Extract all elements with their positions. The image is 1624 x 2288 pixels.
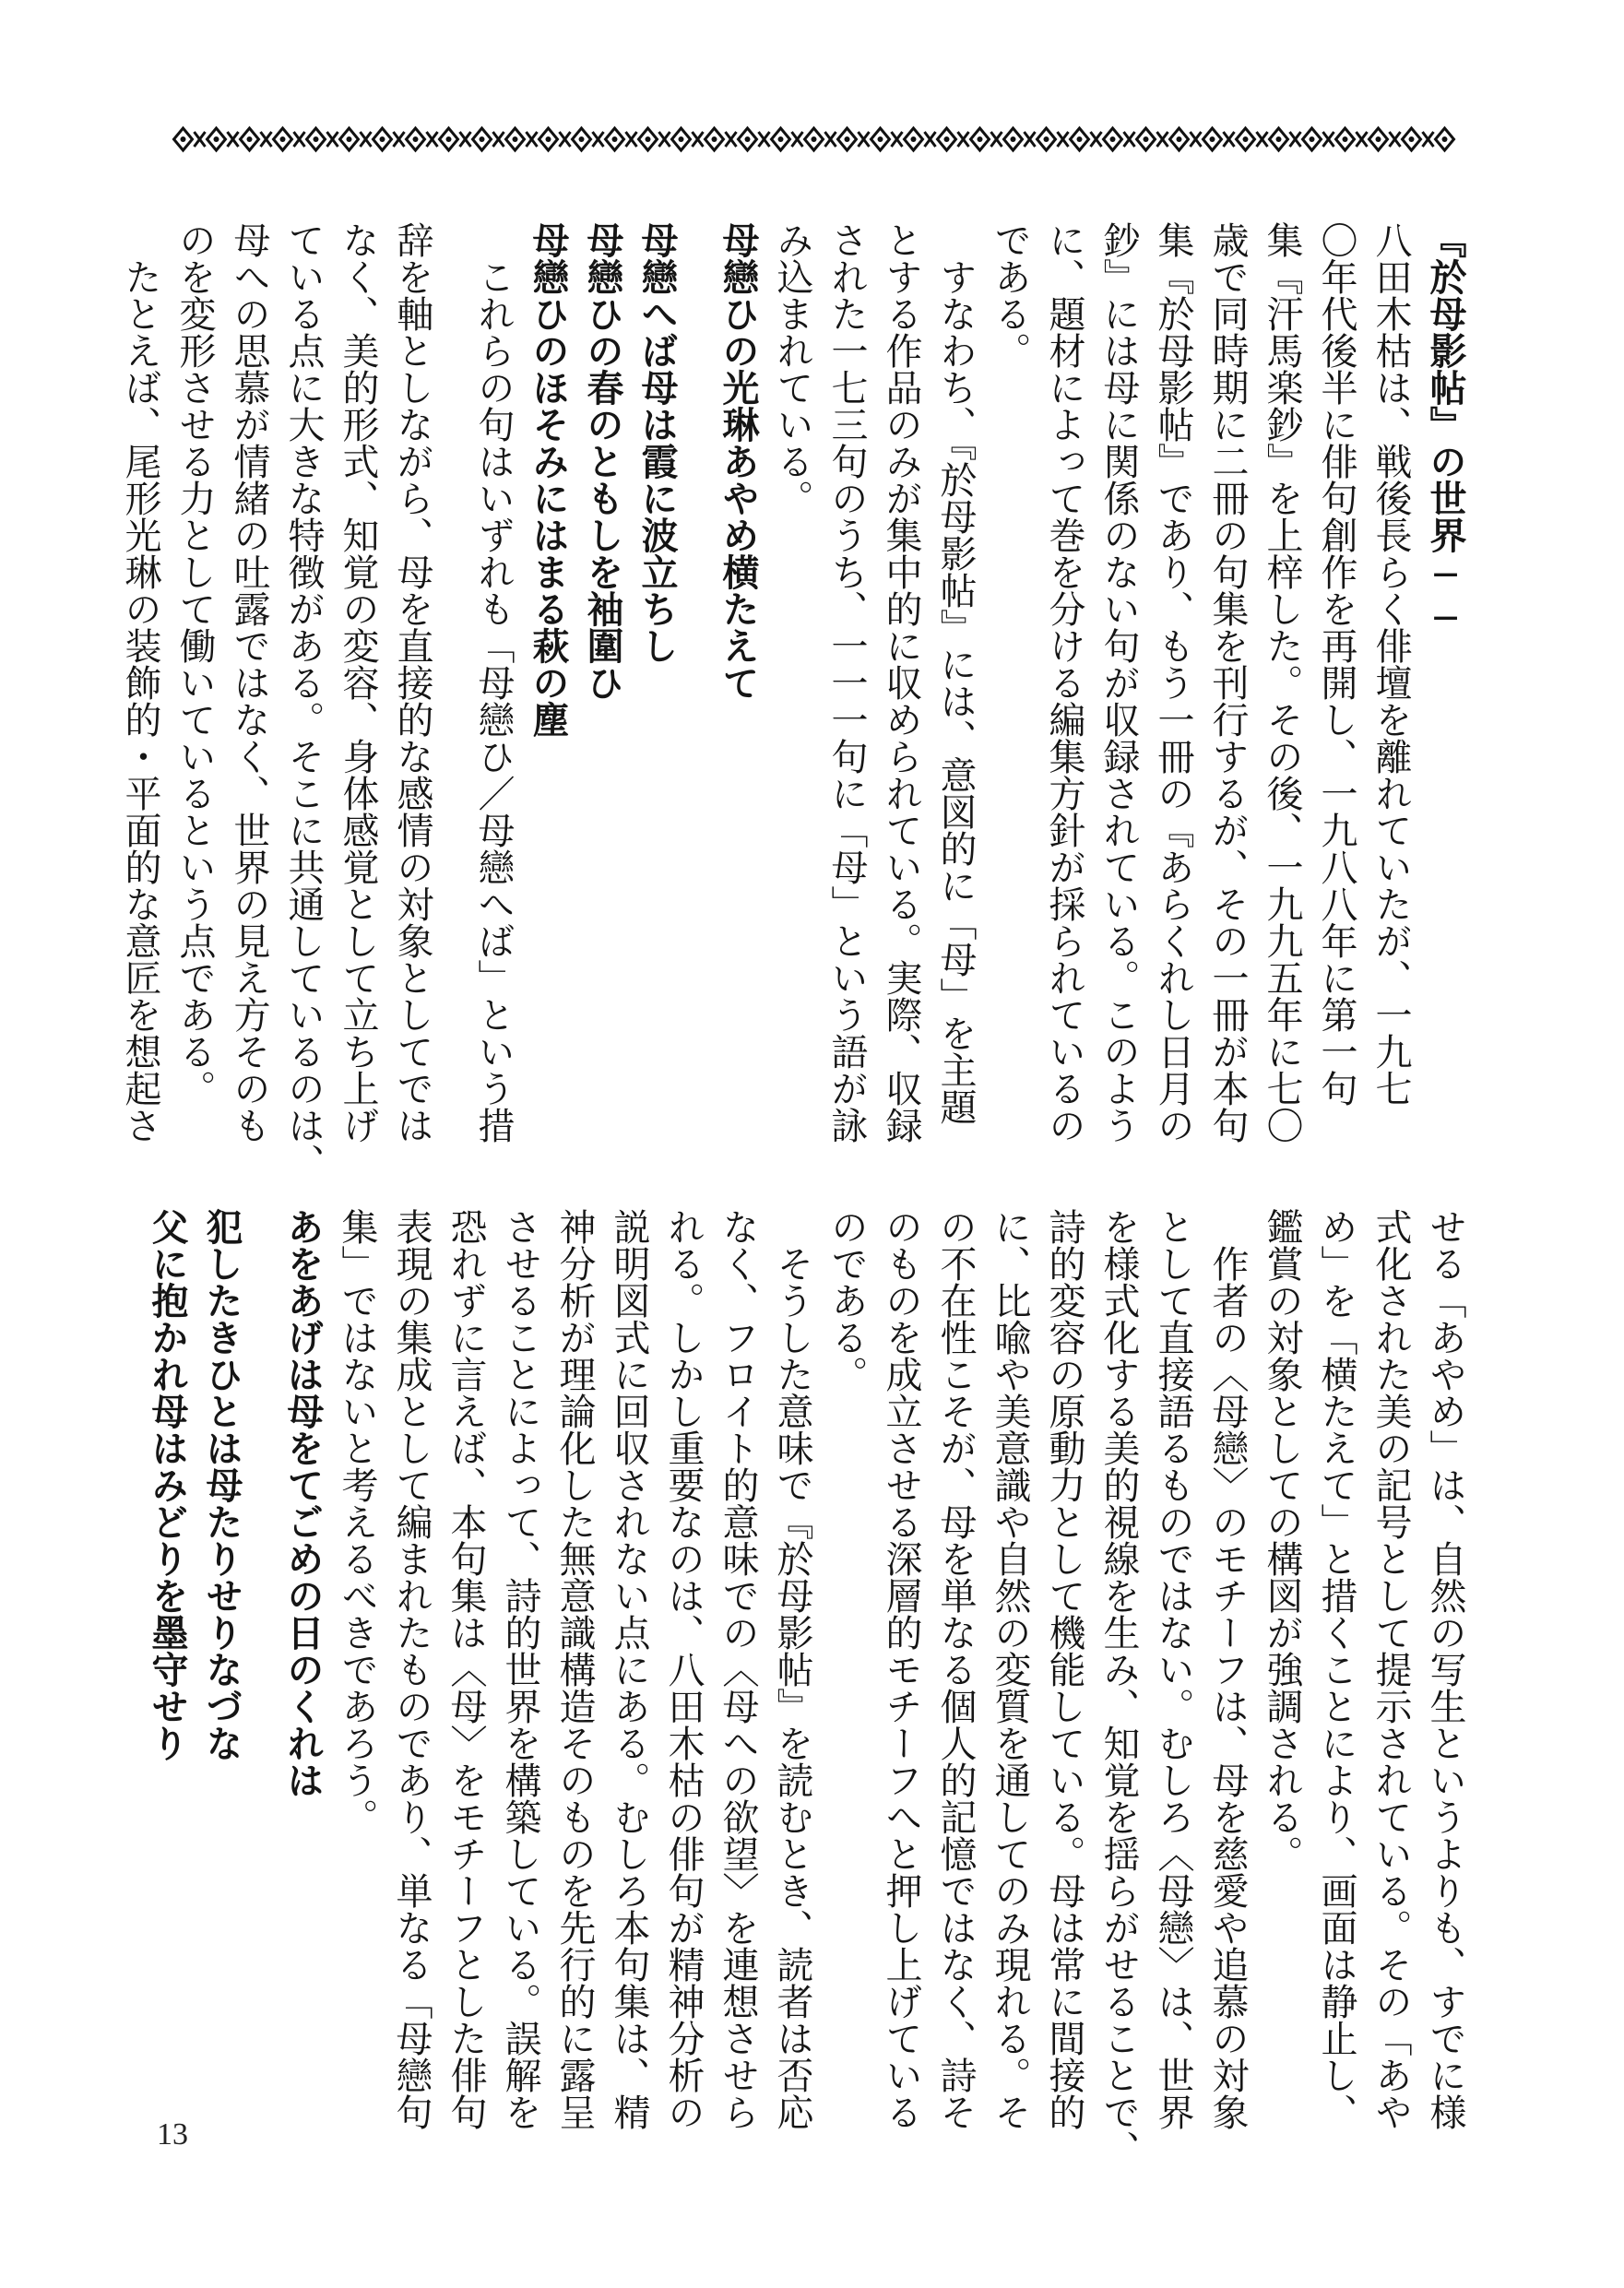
- text-column: された一七三句のうち、一一一句に「母」という語が詠: [825, 221, 868, 1144]
- border-motif: [606, 128, 637, 150]
- text-column: 鑑賞の対象としての構図が強調される。: [1261, 1208, 1303, 1872]
- border-motif: [672, 128, 704, 150]
- border-motif: [440, 128, 471, 150]
- text-column: 〇年代後半に俳句創作を再開し、一九八八年に第一句: [1315, 221, 1357, 1107]
- text-column: み込まれている。: [771, 221, 813, 516]
- text-column: 式化された美の記号として提示されている。その「あや: [1369, 1208, 1412, 2130]
- border-motif: [473, 128, 504, 150]
- text-column: そうした意味で『於母影帖』を読むとき、読者は否応: [771, 1208, 813, 2130]
- text-column: のものを成立させる深層的モチーフへと押し上げている: [880, 1208, 922, 2130]
- text-column: させることによって、詩的世界を構築している。誤解を: [499, 1208, 541, 2130]
- border-motif: [1104, 128, 1135, 150]
- text-column: 説明図式に回収されない点にある。むしろ本句集は、精: [608, 1208, 650, 2130]
- border-motif: [1170, 128, 1202, 150]
- border-motif: [1071, 128, 1102, 150]
- text-column: なく、フロイト的意味での〈母への欲望〉を連想させら: [717, 1208, 759, 2130]
- text-column: 母への思慕が情緒の吐露ではなく、世界の見え方そのも: [228, 221, 270, 1144]
- border-pattern: [157, 125, 1471, 153]
- text-column: なく、美的形式、知覚の変容、身体感覚として立ち上げ: [337, 221, 379, 1144]
- text-column: め」を「横たえて」と措くことにより、画面は静止し、: [1315, 1208, 1357, 2130]
- text-column: せる「あやめ」は、自然の写生というよりも、すでに様: [1424, 1208, 1466, 2130]
- text-column: 作者の〈母戀〉のモチーフは、母を慈愛や追慕の対象: [1206, 1208, 1249, 2130]
- border-motif: [207, 128, 239, 150]
- border-motif: [772, 128, 803, 150]
- border-motif: [307, 128, 338, 150]
- border-motif: [1237, 128, 1268, 150]
- border-motif: [938, 128, 969, 150]
- border-motif: [739, 128, 770, 150]
- haiku-line: 母戀ひのほそみにはまる萩の塵: [527, 221, 569, 738]
- text-column: 歳で同時期に二冊の句集を刊行するが、その一冊が本句: [1206, 221, 1249, 1144]
- border-motif: [805, 128, 836, 150]
- haiku-line: 犯したきひとは母たりせりなづな: [200, 1208, 243, 1761]
- text-column: とする作品のみが集中的に収められている。実際、収録: [880, 221, 922, 1144]
- text-column: に、題材によって巻を分ける編集方針が採られているの: [1043, 221, 1085, 1144]
- text-column: 表現の集成として編まれたものであり、単なる「母戀句: [390, 1208, 433, 2130]
- border-motif: [506, 128, 538, 150]
- text-column: たとえば、尾形光琳の装飾的・平面的な意匠を想起さ: [119, 221, 161, 1144]
- text-column: 集『汗馬楽鈔』を上梓した。その後、一九九五年に七〇: [1261, 221, 1303, 1144]
- text-column: 辞を軸としながら、母を直接的な感情の対象としてでは: [391, 221, 433, 1144]
- haiku-line: あをあげは母をてごめの日のくれは: [281, 1208, 324, 1798]
- text-column: ている点に大きな特徴がある。そこに共通しているのは、: [282, 221, 325, 1180]
- text-column: 集『於母影帖』であり、もう一冊の『あらくれし日月の: [1152, 221, 1194, 1144]
- border-motif: [639, 128, 670, 150]
- text-column: のを変形させる力として働いているという点である。: [173, 221, 216, 1107]
- section-heading: 『於母影帖』の世界──: [1424, 221, 1467, 640]
- page-number: 13: [157, 2117, 188, 2152]
- border-motif: [905, 128, 936, 150]
- text-column: の不在性こそが、母を単なる個人的記憶ではなく、詩そ: [934, 1208, 977, 2130]
- border-motif: [1403, 128, 1434, 150]
- text-column: である。: [989, 221, 1031, 369]
- text-column: 集」ではないと考えるべきであろう。: [336, 1208, 378, 1835]
- text-column: れる。しかし重要なのは、八田木枯の俳句が精神分析の: [662, 1208, 705, 2130]
- text-column: 八田木枯は、戦後長らく俳壇を離れていたが、一九七: [1369, 221, 1412, 1107]
- haiku-line: 父に抱かれ母はみどりを墨守せり: [146, 1208, 188, 1761]
- border-motif: [1436, 128, 1454, 150]
- border-motif: [1336, 128, 1368, 150]
- border-motif: [539, 128, 571, 150]
- haiku-line: 母戀へば母は霞に波立ちし: [635, 221, 678, 664]
- border-motif: [1037, 128, 1069, 150]
- border-motif: [1270, 128, 1301, 150]
- border-motif: [340, 128, 372, 150]
- text-column: 恐れずに言えば、本句集は〈母〉をモチーフとした俳句: [445, 1208, 487, 2130]
- border-motif: [871, 128, 903, 150]
- haiku-line: 母戀ひの光琳あやめ横たえて: [717, 221, 759, 701]
- border-motif: [838, 128, 870, 150]
- border-motif: [1137, 128, 1168, 150]
- text-column: 神分析が理論化した無意識構造そのものを先行的に露呈: [553, 1208, 596, 2130]
- border-motif: [1303, 128, 1334, 150]
- border-motif: [174, 128, 206, 150]
- top-text-block: [108, 221, 1467, 1180]
- text-column: すなわち、『於母影帖』には、意図的に「母」を主題: [934, 221, 977, 1125]
- text-column: を様式化する美的視線を生み、知覚を揺らがせることで、: [1097, 1208, 1140, 2167]
- border-motif: [971, 128, 1002, 150]
- text-column: これらの句はいずれも「母戀ひ／母戀へば」という措: [472, 221, 515, 1144]
- haiku-line: 母戀ひの春のともしを袖圍ひ: [581, 221, 623, 701]
- border-motif: [573, 128, 604, 150]
- border-motif: [373, 128, 405, 150]
- border-motif: [1369, 128, 1401, 150]
- border-motif: [241, 128, 272, 150]
- text-column: に、比喩や美意識や自然の変質を通してのみ現れる。そ: [989, 1208, 1031, 2130]
- border-motif: [1203, 128, 1235, 150]
- text-column: 鈔』には母に関係のない句が収録されている。このよう: [1097, 221, 1140, 1144]
- text-column: 詩的変容の原動力として機能している。母は常に間接的: [1043, 1208, 1085, 2130]
- border-motif: [1004, 128, 1036, 150]
- border-motif: [407, 128, 438, 150]
- text-column: のである。: [825, 1208, 868, 1393]
- border-motif: [705, 128, 737, 150]
- text-column: として直接語るものではない。むしろ〈母戀〉は、世界: [1152, 1208, 1194, 2130]
- border-motif: [274, 128, 305, 150]
- decorative-border: [157, 125, 1471, 153]
